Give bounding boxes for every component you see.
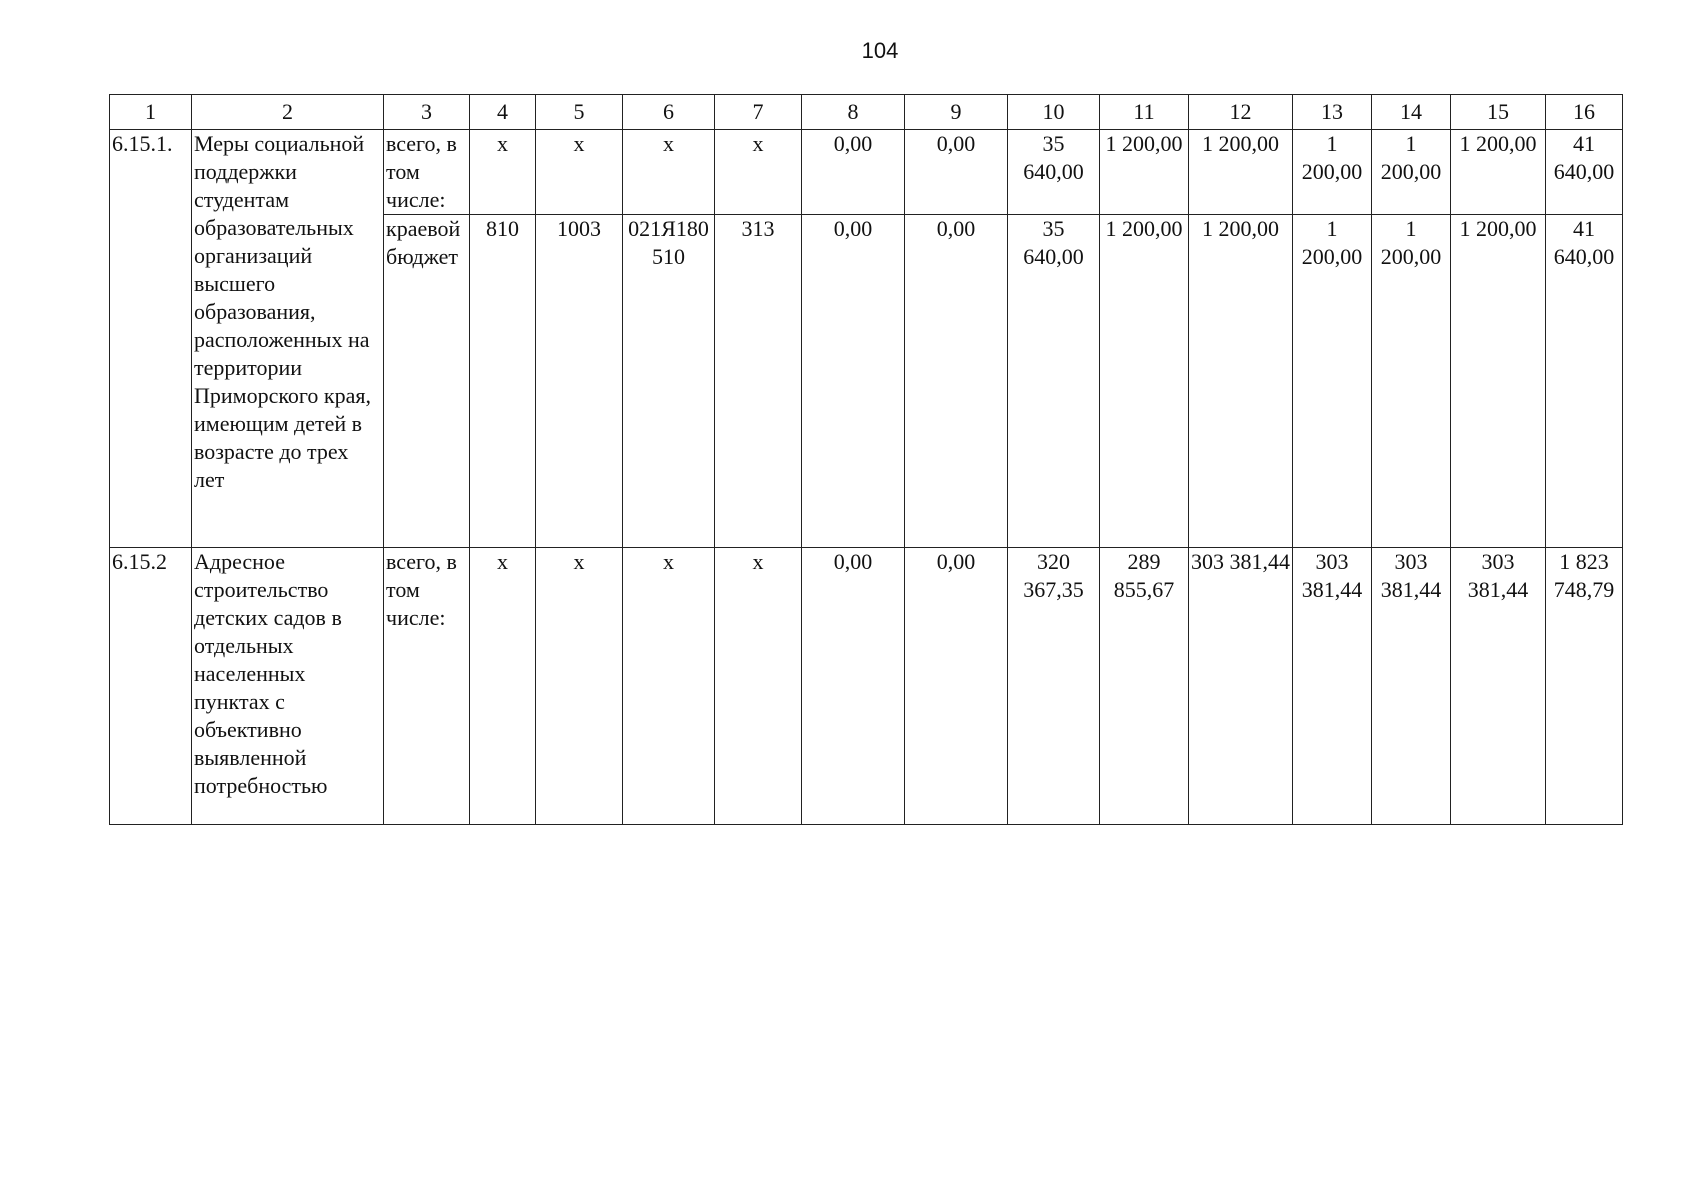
table-cell: 1 823 748,79 (1546, 548, 1623, 825)
table-cell: 41 640,00 (1546, 130, 1623, 215)
table-cell: х (623, 130, 715, 215)
header-cell: 10 (1008, 95, 1100, 130)
table-cell: 1 200,00 (1189, 130, 1293, 215)
table-cell: 1 200,00 (1372, 215, 1451, 548)
table-row (110, 130, 1623, 215)
header-cell: 1 (110, 95, 192, 130)
table-cell: 1 200,00 (1293, 130, 1372, 215)
header-cell: 7 (715, 95, 802, 130)
row-number: 6.15.1. (110, 130, 192, 548)
table-cell: х (470, 548, 536, 825)
header-cell: 2 (192, 95, 384, 130)
header-cell: 16 (1546, 95, 1623, 130)
table-cell: 0,00 (802, 215, 905, 548)
table-cell: 303 381,44 (1189, 548, 1293, 825)
table-cell: х (715, 548, 802, 825)
table-cell: 1 200,00 (1100, 130, 1189, 215)
table-cell: 35 640,00 (1008, 215, 1100, 548)
row-number: 6.15.2 (110, 548, 192, 825)
table-cell: 303 381,44 (1451, 548, 1546, 825)
funding-source: краевой бюджет (384, 215, 470, 548)
row-name: Адресное строительство детских садов в отдельных населенных пунктах с объективно выявленной потребностью (192, 548, 384, 825)
table-cell: х (715, 130, 802, 215)
table-cell: 313 (715, 215, 802, 548)
table-cell: х (470, 130, 536, 215)
table-cell: 35 640,00 (1008, 130, 1100, 215)
header-cell: 15 (1451, 95, 1546, 130)
table-cell: 0,00 (905, 130, 1008, 215)
table-cell: х (536, 548, 623, 825)
header-cell: 4 (470, 95, 536, 130)
header-cell: 9 (905, 95, 1008, 130)
table-cell: 1 200,00 (1100, 215, 1189, 548)
table-cell: х (536, 130, 623, 215)
table-cell: 810 (470, 215, 536, 548)
table-cell: 289 855,67 (1100, 548, 1189, 825)
table-cell: 0,00 (905, 548, 1008, 825)
header-cell: 14 (1372, 95, 1451, 130)
table-cell: 021Я180510 (623, 215, 715, 548)
table-cell: 1003 (536, 215, 623, 548)
row-name: Меры социальной поддержки студентам образовательных организаций высшего образования, расположенных на территории Приморского края, имеющим детей в возрасте до трех лет (192, 130, 384, 548)
header-cell: 11 (1100, 95, 1189, 130)
header-cell: 5 (536, 95, 623, 130)
funding-source: всего, в том числе: (384, 130, 470, 215)
page-number: 104 (861, 38, 899, 63)
header-row (110, 95, 1623, 130)
table-cell: 41 640,00 (1546, 215, 1623, 548)
table-row (110, 548, 1623, 825)
table-cell: 1 200,00 (1372, 130, 1451, 215)
table-cell: 303 381,44 (1372, 548, 1451, 825)
header-cell: 13 (1293, 95, 1372, 130)
header-cell: 3 (384, 95, 470, 130)
table-cell: 0,00 (905, 215, 1008, 548)
table-cell: 1 200,00 (1451, 215, 1546, 548)
table-cell: 1 200,00 (1293, 215, 1372, 548)
header-cell: 6 (623, 95, 715, 130)
table-cell: 320 367,35 (1008, 548, 1100, 825)
table-cell: 0,00 (802, 130, 905, 215)
table-cell: 303 381,44 (1293, 548, 1372, 825)
budget-table (109, 94, 1623, 825)
header-cell: 8 (802, 95, 905, 130)
table-cell: 0,00 (802, 548, 905, 825)
table-cell: 1 200,00 (1451, 130, 1546, 215)
table-cell: х (623, 548, 715, 825)
header-cell: 12 (1189, 95, 1293, 130)
table-cell: 1 200,00 (1189, 215, 1293, 548)
funding-source: всего, в том числе: (384, 548, 470, 825)
